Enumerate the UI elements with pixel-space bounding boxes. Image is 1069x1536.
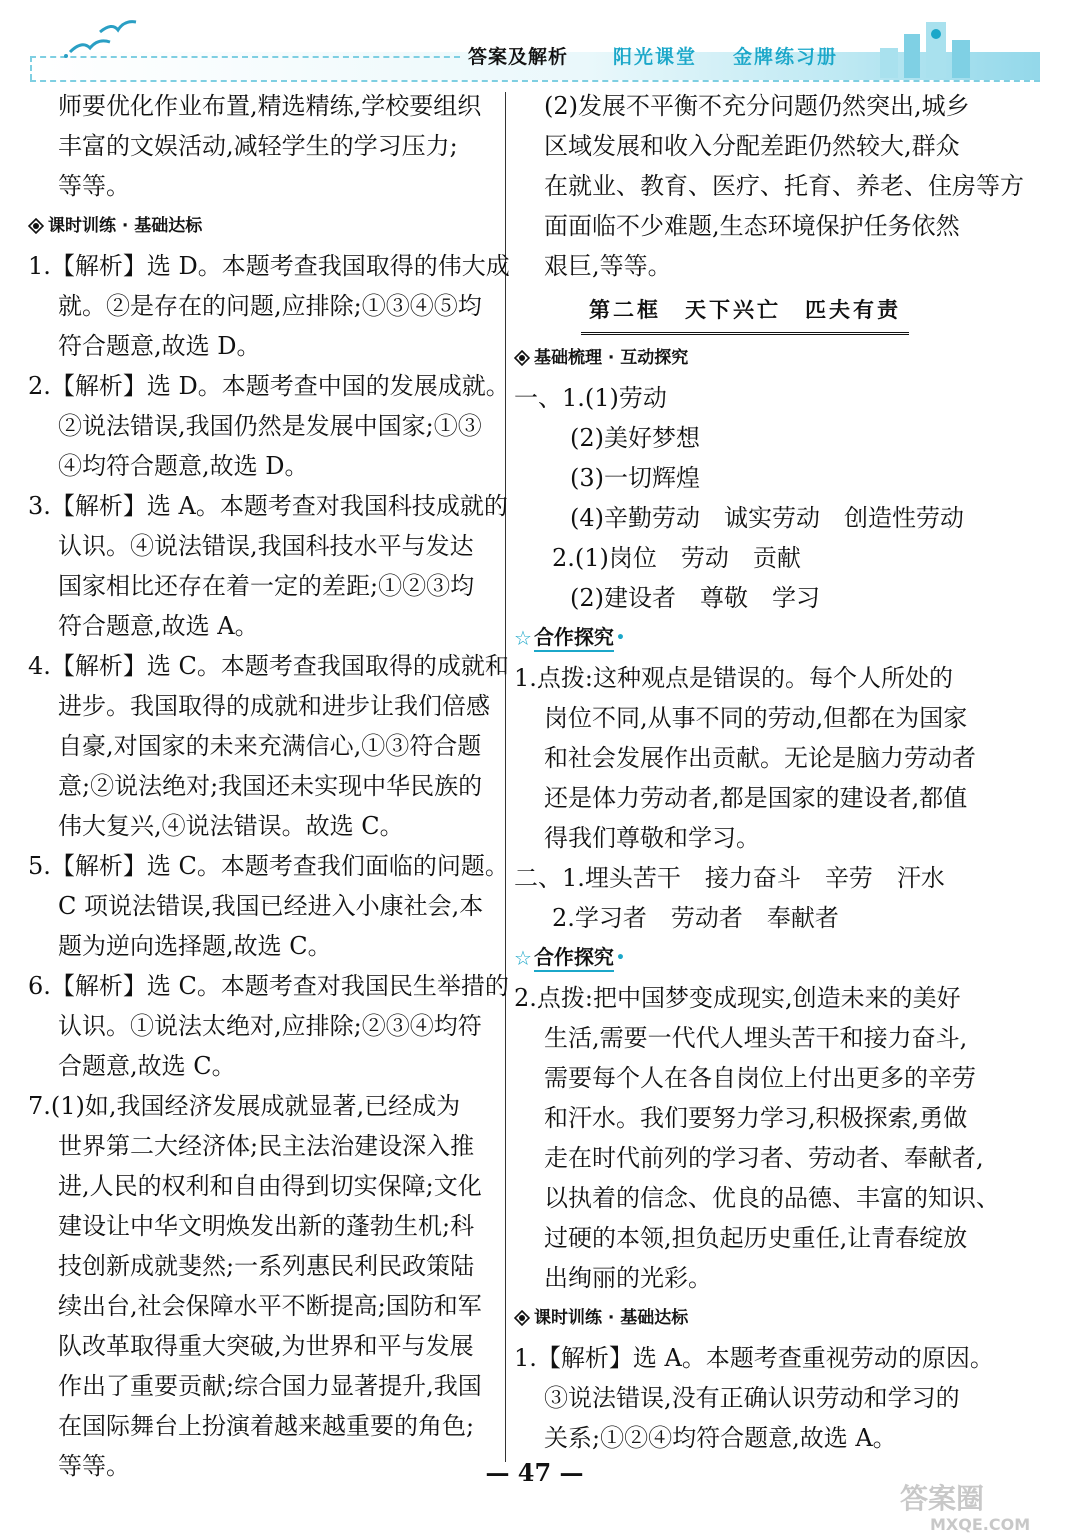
answer-line: (2)发展不平衡不充分问题仍然突出,城乡 (544, 92, 970, 120)
right-column (514, 86, 1024, 1458)
answer-line: (2)美好梦想 (570, 424, 700, 452)
header-decoration-icon (870, 14, 980, 78)
answer-line: 1.【解析】选 D。本题考查我国取得的伟大成 (28, 252, 510, 280)
answer-line: 技创新成就斐然;一系列惠民利民政策陆 (58, 1252, 475, 1280)
page-header (0, 0, 1069, 84)
answer-line: 区域发展和收入分配差距仍然较大,群众 (544, 132, 960, 160)
answer-line: 过硬的本领,担负起历史重任,让青春绽放 (544, 1224, 968, 1252)
header-dash-line (30, 80, 1040, 82)
left-column (28, 86, 510, 1486)
answer-line: 面面临不少难题,生态环境保护任务依然 (544, 212, 960, 240)
answer-line: 2.【解析】选 D。本题考查中国的发展成就。 (28, 372, 510, 400)
header-series-title: 阳光课堂 (613, 46, 698, 68)
answer-line: 认识。①说法太绝对,应排除;②③④均符 (58, 1012, 482, 1040)
cooperative-inquiry-label: 合作探究 (534, 945, 614, 972)
section-heading-text: 课时训练 · 基础达标 (534, 1308, 689, 1328)
answer-line: 认识。④说法错误,我国科技水平与发达 (58, 532, 474, 560)
header-answer-label: 答案及解析 (468, 46, 569, 68)
dot-icon: • (615, 950, 625, 966)
answer-line: 合题意,故选 C。 (58, 1052, 236, 1080)
star-icon: ☆ (514, 626, 532, 650)
header-dash-line (30, 56, 32, 80)
answer-line: 一、1.(1)劳动 (514, 384, 667, 412)
cooperative-inquiry-label: 合作探究 (534, 625, 614, 652)
lesson-title-text: 第二框 天下兴亡 匹夫有责 (581, 290, 909, 335)
answer-line: 和社会发展作出贡献。无论是脑力劳动者 (544, 744, 976, 772)
section-heading (514, 1298, 976, 1338)
answer-line: 1.点拨:这种观点是错误的。每个人所处的 (514, 664, 953, 692)
lesson-title (514, 286, 976, 338)
answer-line: 队改革取得重大突破,为世界和平与发展 (58, 1332, 474, 1360)
answer-line: 2.点拨:把中国梦变成现实,创造未来的美好 (514, 984, 961, 1012)
answer-line: 需要每个人在各自岗位上付出更多的辛劳 (544, 1064, 976, 1092)
diamond-bullet-icon (514, 350, 530, 366)
answer-line: 7.(1)如,我国经济发展成就显著,已经成为 (28, 1092, 461, 1120)
answer-line: 5.【解析】选 C。本题考查我们面临的问题。 (28, 852, 509, 880)
answer-line: 符合题意,故选 A。 (58, 612, 259, 640)
answer-line: 进,人民的权利和自由得到切实保障;文化 (58, 1172, 482, 1200)
answer-line: 就。②是存在的问题,应排除;①③④⑤均 (58, 292, 482, 320)
answer-line: 生活,需要一代代人埋头苦干和接力奋斗, (544, 1024, 968, 1052)
answer-line: 符合题意,故选 D。 (58, 332, 261, 360)
star-icon: ☆ (514, 946, 532, 970)
watermark-text: 答案圈 (900, 1482, 985, 1515)
answer-line: 等等。 (58, 1452, 130, 1480)
answer-line: 进步。我国取得的成就和进步让我们倍感 (58, 692, 490, 720)
birds-icon (60, 14, 150, 64)
answer-line: 3.【解析】选 A。本题考查对我国科技成就的 (28, 492, 508, 520)
answer-line: 4.【解析】选 C。本题考查我国取得的成就和 (28, 652, 509, 680)
answer-line: 还是体力劳动者,都是国家的建设者,都值 (544, 784, 968, 812)
answer-line: 出绚丽的光彩。 (544, 1264, 712, 1292)
answer-line: 二、1.埋头苦干 接力奋斗 辛劳 汗水 (514, 864, 945, 892)
answer-line: (3)一切辉煌 (570, 464, 700, 492)
answer-line: 在就业、教育、医疗、托育、养老、住房等方 (544, 172, 1024, 200)
page-number: — 47 — (485, 1458, 584, 1487)
answer-line: 世界第二大经济体;民主法治建设深入推 (58, 1132, 475, 1160)
section-heading-text: 基础梳理 · 互动探究 (534, 348, 689, 368)
dot-icon: • (615, 630, 625, 646)
cooperative-inquiry-heading (514, 938, 976, 978)
answer-line: (4)辛勤劳动 诚实劳动 创造性劳动 (570, 504, 964, 532)
answer-line: 建设让中华文明焕发出新的蓬勃生机;科 (58, 1212, 475, 1240)
answer-line: 伟大复兴,④说法错误。故选 C。 (58, 812, 404, 840)
answer-line: 题为逆向选择题,故选 C。 (58, 932, 332, 960)
answer-line: 和汗水。我们要努力学习,积极探索,勇做 (544, 1104, 968, 1132)
answer-line: 岗位不同,从事不同的劳动,但都在为国家 (544, 704, 968, 732)
answer-line: 艰巨,等等。 (544, 252, 672, 280)
answer-line: 2.学习者 劳动者 奉献者 (552, 904, 839, 932)
answer-line: ②说法错误,我国仍然是发展中国家;①③ (58, 412, 482, 440)
text-line: 师要优化作业布置,精选精练,学校要组织 (58, 92, 482, 120)
answer-line: 关系;①②④均符合题意,故选 A。 (544, 1424, 897, 1452)
watermark-logo (890, 1478, 1060, 1534)
answer-line: 意;②说法绝对;我国还未实现中华民族的 (58, 772, 483, 800)
answer-line: 国家相比还存在着一定的差距;①②③均 (58, 572, 475, 600)
watermark-url: MXQE.COM (930, 1515, 1031, 1534)
section-heading (28, 206, 498, 246)
answer-line: 自豪,对国家的未来充满信心,①③符合题 (58, 732, 482, 760)
cooperative-inquiry-heading (514, 618, 976, 658)
answer-line: 1.【解析】选 A。本题考查重视劳动的原因。 (514, 1344, 994, 1372)
section-heading-text: 课时训练 · 基础达标 (48, 216, 203, 236)
answer-line: ③说法错误,没有正确认识劳动和学习的 (544, 1384, 960, 1412)
answer-line: 走在时代前列的学习者、劳动者、奉献者, (544, 1144, 984, 1172)
diamond-bullet-icon (514, 1310, 530, 1326)
answer-line: 续出台,社会保障水平不断提高;国防和军 (58, 1292, 482, 1320)
header-book-title: 金牌练习册 (733, 46, 839, 68)
answer-line: C 项说法错误,我国已经进入小康社会,本 (58, 892, 484, 920)
diamond-bullet-icon (28, 218, 44, 234)
answer-line: 得我们尊敬和学习。 (544, 824, 760, 852)
answer-line: 6.【解析】选 C。本题考查对我国民生举措的 (28, 972, 509, 1000)
text-line: 等等。 (58, 172, 130, 200)
answer-line: ④均符合题意,故选 D。 (58, 452, 309, 480)
answer-line: (2)建设者 尊敬 学习 (570, 584, 820, 612)
answer-line: 在国际舞台上扮演着越来越重要的角色; (58, 1412, 475, 1440)
answer-line: 2.(1)岗位 劳动 贡献 (552, 544, 801, 572)
answer-line: 作出了重要贡献;综合国力显著提升,我国 (58, 1372, 482, 1400)
answer-line: 以执着的信念、优良的品德、丰富的知识、 (544, 1184, 1000, 1212)
section-heading (514, 338, 976, 378)
text-line: 丰富的文娱活动,减轻学生的学习压力; (58, 132, 458, 160)
column-divider (505, 92, 506, 1462)
